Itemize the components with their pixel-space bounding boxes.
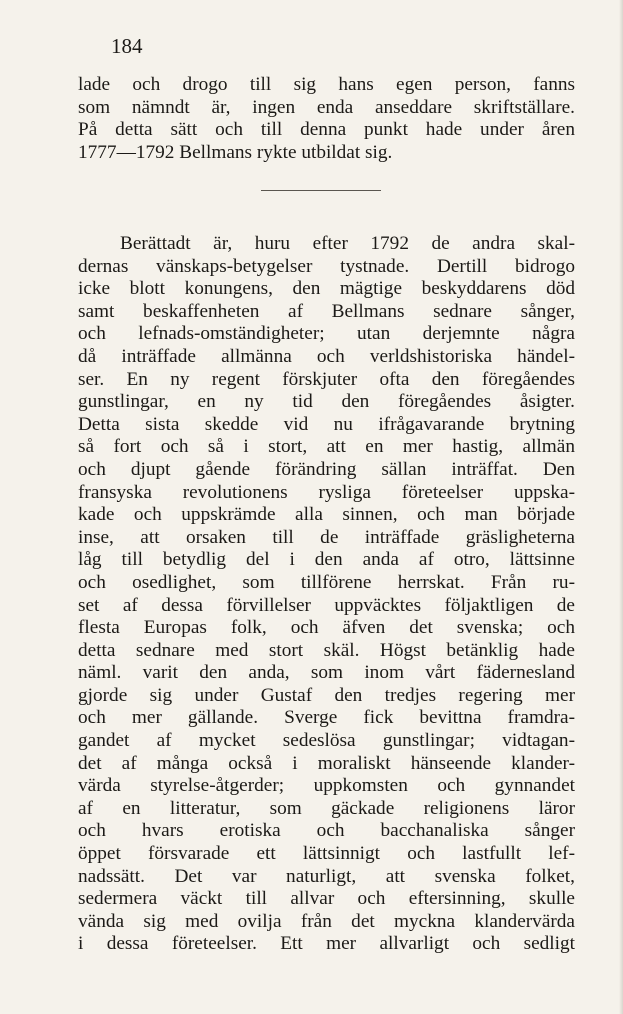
text-line: dernas vänskaps-betygelser tystnade. Dertill bidrogo [78,255,575,277]
section-divider [261,190,381,191]
text-line: och mer gällande. Sverge fick bevittna framdra- [78,707,575,729]
text-line: och hvars erotiska och bacchanaliska sånger [78,820,575,842]
paragraph-2 [78,233,575,956]
text-line: då inträffade allmänna och verldshistoriska händel- [78,345,575,367]
text-line: och lefnads-omständigheter; utan derjemnte några [78,323,575,345]
text-line: af en litteratur, som gäckade religionens läror [78,797,575,819]
text-line: det af många också i moraliskt hänseende klander- [78,752,575,774]
text-line: så fort och så i stort, att en mer hastig, allmän [78,436,575,458]
text-line: Detta sista skedde vid nu ifrågavarande brytning [78,413,575,435]
text-line: värda styrelse-åtgerder; uppkomsten och gynnandet [78,775,575,797]
text-line: sedermera väckt till allvar och eftersinning, skulle [78,888,575,910]
text-line: På detta sätt och till denna punkt hade under åren [78,119,575,141]
text-line: och djupt gående förändring sällan inträffat. Den [78,458,575,480]
paragraph-1 [78,74,575,164]
text-line: ser. En ny regent förskjuter ofta den föregåendes [78,368,575,390]
page-edge-shadow [619,0,623,1014]
text-line: lade och drogo till sig hans egen person, fanns [78,74,575,95]
text-line: nadssätt. Det var naturligt, att svenska folket, [78,865,575,887]
page-number: 184 [111,34,143,58]
text-line: som nämndt är, ingen enda anseddare skriftställare. [78,96,575,118]
text-line: fransyska revolutionens rysliga företeelser uppska- [78,481,575,503]
text-line: detta sednare med stort skäl. Högst betänklig hade [78,639,575,661]
text-line: samt beskaffenheten af Bellmans sednare sånger, [78,300,575,322]
text-line: set af dessa förvillelser uppväcktes följaktligen de [78,594,575,616]
text-line: Berättadt är, huru efter 1792 de andra skal- [120,233,575,254]
text-line: gandet af mycket sedeslösa gunstlingar; vidtagan- [78,730,575,752]
text-line: flesta Europas folk, och äfven det svenska; och [78,617,575,639]
text-line: vända sig med ovilja från det myckna klandervärda [78,910,575,932]
text-line: inse, att orsaken till de inträffade gräsligheterna [78,526,575,548]
text-line: öppet försvarade ett lättsinnigt och lastfullt lef- [78,843,575,865]
text-line: icke blott konungens, den mägtige beskyddarens död [78,278,575,300]
text-line: låg till betydlig del i den anda af otro, lättsinne [78,549,575,571]
text-line: 1777—1792 Bellmans rykte utbildat sig. [78,141,393,163]
text-line: gunstlingar, en ny tid den föregåendes åsigter. [78,391,575,413]
text-line: kade och uppskrämde alla sinnen, och man började [78,504,575,526]
text-line: gjorde sig under Gustaf den tredjes regering mer [78,684,575,706]
text-line: och osedlighet, som tillförene herrskat. Från ru- [78,571,575,593]
text-line: i dessa företeelser. Ett mer allvarligt och sedligt [78,933,575,955]
text-line: näml. varit den anda, som inom vårt fädernesland [78,662,575,684]
